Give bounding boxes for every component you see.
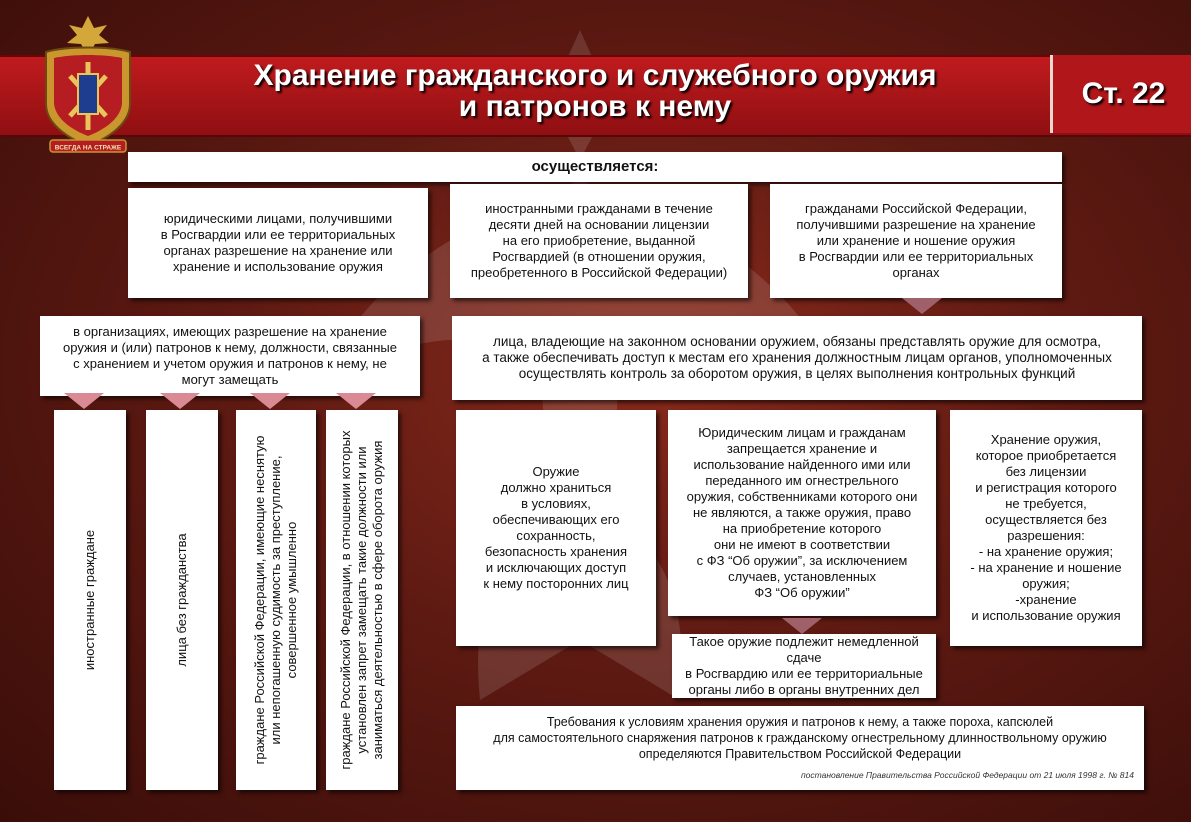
restriction-text: в организациях, имеющих разрешение на хранение оружия и (или) патронов к нему, должности, связанные с хранением и учетом оружия и патронов к нему, не могут замещать [63, 324, 397, 387]
restriction-box [40, 316, 420, 396]
arrow-foreign [64, 393, 104, 409]
foreign-citizens-text: иностранными гражданами в течение десяти дней на основании лицензии на его приобретение, выданной Росгвардией (в отношении оружия, преобретенного в Российской Федерации) [470, 201, 728, 280]
foreign-citizens-box [450, 184, 748, 298]
subtitle-text: осуществляется: [531, 158, 659, 175]
surrender-box [672, 634, 936, 698]
prohibition-box [668, 410, 936, 616]
vertical-foreign-citizens-text: иностранные граждане [82, 529, 97, 671]
no-license-storage-box [950, 410, 1142, 646]
russian-citizens-box [770, 184, 1062, 298]
russian-citizens-text: гражданами Российской Федерации, получившими разрешение на хранение или хранение и ношение оружия в Росгвардии или ее территориальных органах [796, 201, 1036, 280]
storage-conditions-text: Оружие должно храниться в условиях, обеспечивающих его сохранность, безопасность хранения и исключающих доступ к нему посторонних лиц [483, 464, 629, 591]
arrow-stateless [160, 393, 200, 409]
subtitle-box [128, 152, 1062, 182]
prohibition-text: Юридическим лицам и гражданам запрещается хранение и использование найденного ими или переданного им огнестрельного оружия, собственниками которого они не являются, а также оружия, право на приобретение которого они не имеют в соответствии с ФЗ “Об оружии”, за исключением случаев, установленных ФЗ “Об оружии” [686, 425, 918, 600]
storage-conditions-box [456, 410, 656, 646]
vertical-stateless-text: лица без гражданства [174, 533, 189, 667]
arrow-to-surrender [782, 618, 822, 634]
svg-text:ВСЕГДА НА СТРАЖЕ: ВСЕГДА НА СТРАЖЕ [54, 144, 122, 152]
arrow-to-inspection [902, 298, 942, 314]
vertical-stateless [146, 410, 218, 790]
requirements-footnote: постановление Правительства Российской Федерации от 21 июля 1998 г. № 814 [800, 770, 1134, 780]
arrow-banned [336, 393, 376, 409]
vertical-convicted [236, 410, 316, 790]
vertical-convicted-text: граждане Российской Федерации, имеющие неснятую или непогашенную судимость за преступление, совершенное умышленно [252, 435, 299, 765]
rosgvardia-emblem-icon [36, 12, 140, 154]
surrender-text: Такое оружие подлежит немедленной сдаче в Росгвардию или ее территориальные органы либо в органы внутренних дел [685, 634, 923, 697]
article-badge [1050, 55, 1191, 133]
requirements-text: Требования к условиям хранения оружия и патронов к нему, а также пороха, капсюлей для самостоятельного снаряжения патронов к гражданскому огнестрельному длинноствольному оружию определяются Правительством Российской Федерации [493, 715, 1107, 761]
inspection-text: лица, владеющие на законном основании оружием, обязаны представлять оружие для осмотра, а также обеспечивать доступ к местам его хранения должностным лицам органов, уполномоченных осуществлять контроль за оборотом оружия, в целях выполнения контрольных функций [482, 334, 1112, 381]
article-number: Ст. 22 [1081, 77, 1166, 110]
vertical-banned [326, 410, 398, 790]
vertical-foreign-citizens [54, 410, 126, 790]
inspection-box [452, 316, 1142, 400]
page-title: Хранение гражданского и служебного оружия и патронов к нему [253, 59, 937, 123]
legal-entities-text: юридическими лицами, получившими в Росгвардии или ее территориальных органах разрешение на хранение или хранение и использование оружия [160, 211, 396, 274]
legal-entities-box [128, 188, 428, 298]
arrow-convicted [250, 393, 290, 409]
vertical-banned-text: граждане Российской Федерации, в отношении которых установлен запрет замещать такие должности или заниматься деятельностью в сфере оборота оружия [338, 430, 385, 770]
no-license-storage-text: Хранение оружия, которое приобретается без лицензии и регистрация которого не требуется, осуществляется без разрешения: - на хранение оружия; - на хранение и ношение оружия; -хранение и использование оружия [970, 432, 1122, 623]
